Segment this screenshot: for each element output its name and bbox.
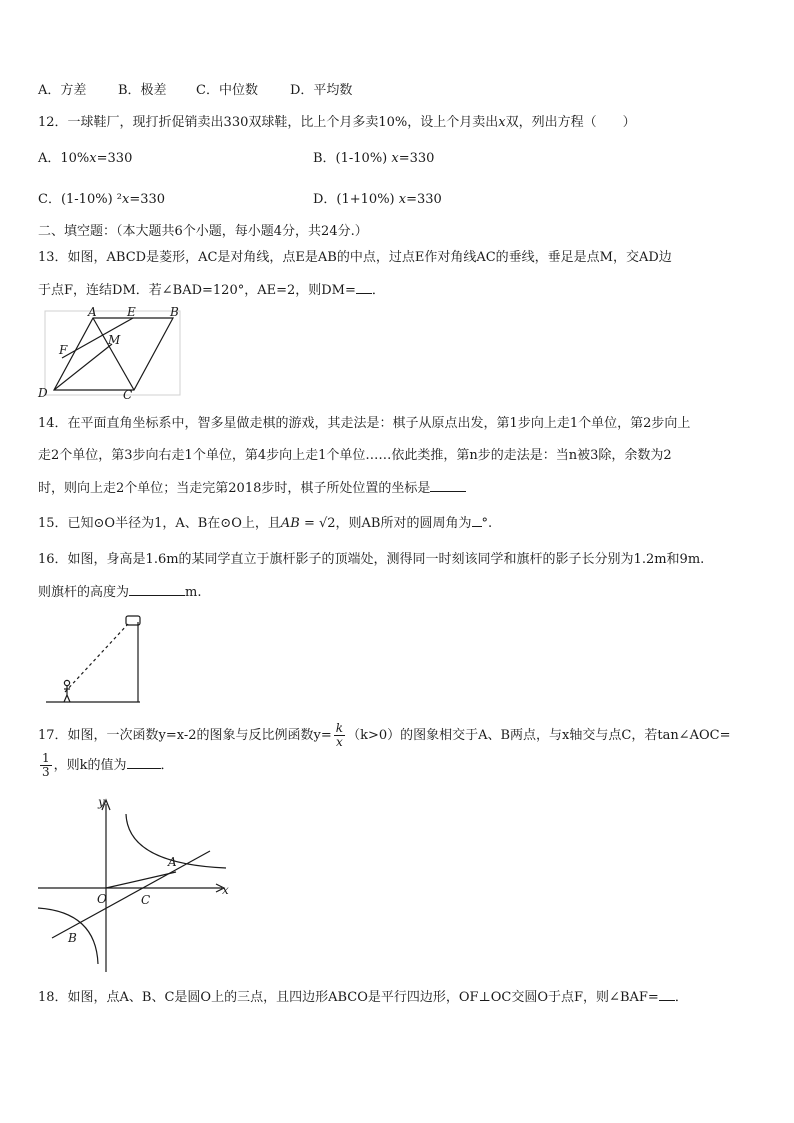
q14-answer-blank[interactable] (430, 479, 466, 492)
q16-answer-blank[interactable] (129, 583, 185, 596)
q17-label-x: x (222, 883, 229, 897)
q13-label-m: M (108, 333, 121, 347)
q16-line-2: 则旗杆的高度为 m. (38, 585, 202, 600)
q13-label-e: E (127, 305, 136, 319)
q15-math-ab: AB (280, 516, 300, 531)
q15-stem: 15．已知⊙O半径为1，A、B在⊙O上，且AB = √2，则AB所对的圆周角为 °. (38, 516, 493, 531)
q14-line-2: 走2个单位，第3步向右走1个单位，第4步向上走1个单位……依此类推，第n步的走法是：当n被3除，余数为2 (38, 448, 672, 463)
q17-label-o: O (97, 892, 107, 906)
q17-label-y: y (98, 795, 105, 809)
q14-line-1: 14．在平面直角坐标系中，智多星做走棋的游戏，其走法是：棋子从原点出发，第1步向上走1个单位，第2步向上 (38, 416, 691, 431)
q13-label-b: B (170, 305, 179, 319)
q17-fraction-one-third: $\frac{1}{3}$ (42, 751, 50, 779)
q16-line-1: 16．如图，身高是1.6m的某同学直立于旗杆影子的顶端处，测得同一时刻该同学和旗杆的影子长分别为1.2m和9m. (38, 552, 705, 567)
q12-option-b: B．(1-10%) x=330 (313, 151, 435, 166)
q13-answer-blank[interactable] (356, 281, 372, 294)
q17-label-b: B (68, 931, 77, 945)
q13-rhombus-figure (36, 304, 186, 404)
section-heading-fill-blank: 二、填空题：（本大题共6个小题，每小题4分，共24分.） (38, 224, 368, 239)
q18-stem: 18．如图，点A、B、C是圆O上的三点，且四边形ABCO是平行四边形，OF⊥OC交圆O于点F，则∠BAF= ． (38, 990, 688, 1005)
q11-option-b: B．极差 (118, 83, 167, 98)
q12-stem: 12．一球鞋厂，现打折促销卖出330双球鞋，比上个月多卖10%，设上个月卖出x双，列出方程（ ） (38, 115, 636, 130)
q14-line-3: 时，则向上走2个单位；当走完第2018步时，棋子所处位置的坐标是 (38, 479, 466, 498)
q17-fraction-k-over-x: $\frac{k}{x}$ (335, 721, 344, 749)
q17-graph-figure (36, 794, 236, 982)
q17-line-2: $\frac{1}{3}$ ，则k的值为 ． (42, 751, 174, 779)
q18-answer-blank[interactable] (659, 988, 675, 1001)
q15-answer-blank[interactable] (472, 514, 482, 527)
q13-line-1: 13．如图，ABCD是菱形，AC是对角线，点E是AB的中点，过点E作对角线AC的垂线，垂足是点M，交AD边 (38, 250, 672, 265)
q12-option-a: A．10%x=330 (38, 151, 133, 166)
q11-option-a: A．方差 (38, 83, 87, 98)
q12-option-c: C．(1-10%) ²x=330 (38, 192, 166, 207)
q12-option-d: D．(1+10%) x=330 (313, 192, 442, 207)
q13-label-c: C (123, 388, 133, 400)
q17-line-1: 17．如图，一次函数y=x-2的图象与反比例函数y= $\frac{k}{x}$ （k>0）的图象相交于A、B两点，与x轴交与点C，若tan∠AOC= (38, 721, 731, 749)
q13-line-2: 于点F，连结DM．若∠BAD=120°，AE=2，则DM= ． (38, 283, 385, 298)
q16-flagpole-figure (44, 612, 146, 712)
q13-label-a: A (88, 305, 97, 319)
q13-label-f: F (59, 343, 68, 357)
q11-option-d: D．平均数 (290, 83, 353, 98)
q17-label-a: A (168, 855, 177, 869)
q17-answer-blank[interactable] (127, 756, 161, 769)
q15-math-root: √2 (318, 516, 336, 531)
q13-label-d: D (38, 386, 48, 400)
q17-label-c: C (141, 893, 151, 907)
q11-option-c: C．中位数 (196, 83, 258, 98)
